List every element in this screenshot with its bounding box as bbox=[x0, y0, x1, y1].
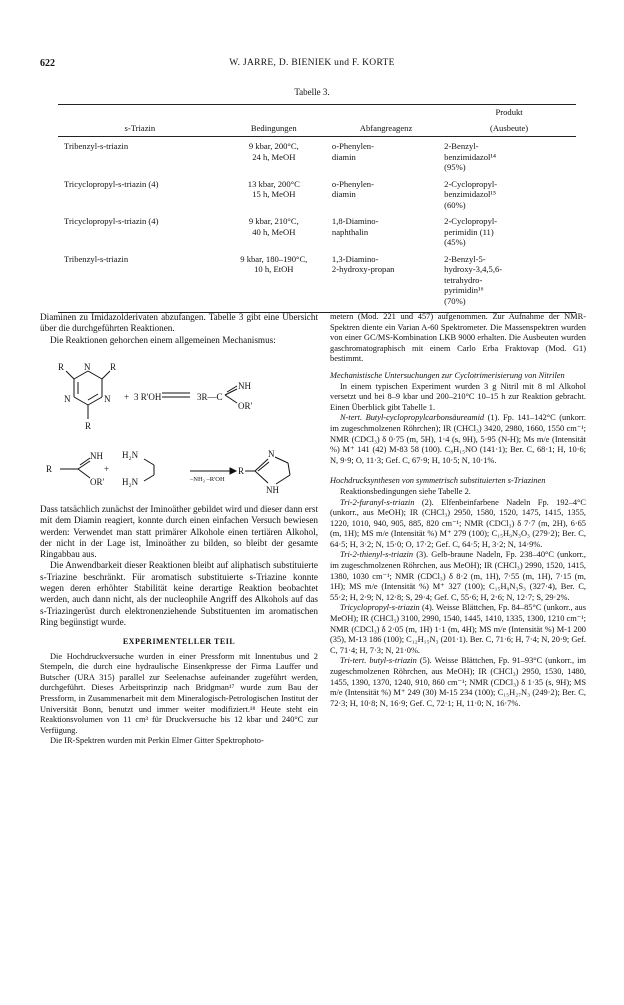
right-paragraph-7 bbox=[330, 603, 586, 656]
scheme-n-4: N bbox=[268, 449, 275, 459]
cell-produkt bbox=[442, 137, 576, 175]
compound-2-data: (2). Elfenbeinfarbene Nadeln Fp. 192–4°C (unkorr., aus MeOH); IR (CHCl₃) 2950, 1580, 1520, 1475, 1415, 1355, 1220, 1010, 940, 905, 885, 820 cm⁻¹; NMR (CDCl₃) δ 7·7 (m, 2H), 6·65 (m, 1H); MS m/e (Intensität %) M⁺ 279 (100); C₁₅H₉N₃O₃ (279·2); Ber. C, 64·5; H, 3·2; N, 15·0; O, 17·2; Gef. C, 64·5; H, 3·2; N, 14·9%. bbox=[330, 497, 586, 549]
left-paragraph-4: Die Anwendbarkeit dieser Reaktionen bleibt auf aliphatisch substituierte s-Triazine beschränkt. Für aromatisch substituierte s-Triazine konnte wegen deren erhöhter Stabilität keine derartige Reaktion beobachtet werden, auch dann nicht, als der nucleophile Angriff des Alkohols auf das s-Triazingerüst durch elektronenziehende Substituenten im aromatischen Ring begünstigt wurde. bbox=[40, 560, 318, 627]
cell-abfangreagenz-line: diamin bbox=[331, 189, 356, 199]
cell-produkt-line: pyrimidin¹⁶ bbox=[444, 285, 484, 295]
table-title: Tabelle 3. bbox=[294, 87, 330, 97]
cell-produkt-line: hydroxy-3,4,5,6- bbox=[444, 264, 503, 274]
scheme-product: 3R—C bbox=[197, 392, 223, 402]
cell-produkt-line: (70%) bbox=[444, 295, 466, 306]
right-column bbox=[330, 312, 586, 709]
scheme-conditions: –NH₃ –R'OH bbox=[190, 476, 225, 483]
cell-bedingungen-line: 9 kbar, 210°C, bbox=[248, 216, 299, 226]
cell-produkt-line: 2-Cyclopropyl- bbox=[444, 216, 498, 226]
compound-4-name: Tricyclopropyl-s-triazin bbox=[340, 603, 420, 613]
right-paragraph-3 bbox=[330, 413, 586, 466]
cell-produkt-line: (60%) bbox=[444, 199, 466, 210]
cell-produkt-line: benzimidazol¹⁵ bbox=[444, 189, 497, 199]
scheme-r-2: R bbox=[110, 362, 117, 372]
cell-triazin-line: Tricyclopropyl-s-triazin (4) bbox=[64, 216, 159, 226]
cell-triazin bbox=[58, 250, 218, 313]
cell-produkt-line: 2-Cyclopropyl- bbox=[444, 178, 498, 189]
cell-produkt-line: benzimidazol¹⁴ bbox=[444, 151, 497, 162]
cell-triazin bbox=[58, 212, 218, 250]
scheme-plus-2: + bbox=[104, 464, 110, 474]
table-row bbox=[58, 212, 576, 250]
left-paragraph-6: Die IR-Spektren wurden mit Perkin Elmer Gitter Spektrophoto- bbox=[50, 736, 264, 746]
section-heading: EXPERIMENTELLER TEIL bbox=[122, 637, 236, 647]
table-3 bbox=[58, 104, 576, 313]
cell-bedingungen bbox=[218, 212, 330, 250]
right-paragraph-5 bbox=[330, 498, 586, 551]
cell-bedingungen bbox=[218, 175, 330, 213]
right-heading-2: Hochdrucksynthesen von symmetrisch substituierten s-Triazinen bbox=[330, 476, 546, 486]
scheme-h2n-1: H₂N bbox=[122, 450, 139, 460]
table-body bbox=[58, 137, 576, 313]
cell-produkt-line: 2-Benzyl-5- bbox=[444, 253, 486, 264]
scheme-n-2: N bbox=[64, 394, 71, 404]
scheme-h2n-2: H₂N bbox=[122, 477, 139, 487]
cell-produkt bbox=[442, 212, 576, 250]
col-header-produkt: Produkt bbox=[442, 105, 576, 121]
cell-produkt-line: 2-Benzyl- bbox=[444, 141, 479, 151]
cell-triazin-line: Tricyclopropyl-s-triazin (4) bbox=[64, 178, 159, 189]
cell-produkt-line: perimidin (11) bbox=[444, 226, 494, 237]
compound-3-name: Tri-2-thienyl-s-triazin bbox=[340, 550, 414, 560]
compound-5-name: Tri-tert. butyl-s-triazin bbox=[340, 656, 417, 666]
cell-produkt bbox=[442, 250, 576, 313]
cell-bedingungen-line: 13 kbar, 200°C bbox=[247, 178, 300, 189]
cell-bedingungen-line: 9 kbar, 180–190°C, bbox=[240, 253, 308, 264]
cell-bedingungen-line: 10 h, EtOH bbox=[254, 264, 294, 274]
cell-produkt-line: tetrahydro- bbox=[444, 274, 483, 285]
cell-triazin bbox=[58, 137, 218, 175]
cell-abfangreagenz-line: o-Phenylen- bbox=[331, 141, 374, 151]
left-column-top bbox=[40, 312, 318, 346]
table-row bbox=[58, 137, 576, 175]
scheme-nh-2: NH bbox=[90, 451, 103, 461]
right-paragraph-8 bbox=[330, 656, 586, 709]
scheme-r-4: R bbox=[46, 464, 53, 474]
scheme-r-3: R bbox=[85, 421, 92, 431]
cell-bedingungen-line: 24 h, MeOH bbox=[252, 151, 296, 162]
cell-bedingungen-line: 40 h, MeOH bbox=[252, 226, 296, 237]
right-paragraph-2: In einem typischen Experiment wurden 3 g Nitril mit 8 ml Alkohol versetzt und bei 8–9 kbar und 200–210°C 10–15 h zur Reaktion gebracht. Einen Überblick gibt Tabelle 1. bbox=[330, 381, 586, 412]
col-header-triazin: s-Triazin bbox=[58, 121, 218, 137]
col-header-bedingungen: Bedingungen bbox=[218, 121, 330, 137]
running-head: W. JARRE, D. BIENIEK und F. KORTE bbox=[229, 58, 395, 68]
left-paragraph-2: Die Reaktionen gehorchen einem allgemeinen Mechanismus: bbox=[50, 334, 276, 345]
cell-abfangreagenz bbox=[330, 137, 442, 175]
cell-bedingungen bbox=[218, 250, 330, 313]
scheme-n-3: N bbox=[104, 394, 111, 404]
scheme-r-5: R bbox=[238, 466, 245, 476]
compound-1-name: N-tert. Butyl-cyclopropylcarbonsäureamid bbox=[340, 413, 485, 423]
scheme-or-2: OR' bbox=[90, 477, 105, 487]
cell-abfangreagenz-line: naphthalin bbox=[331, 226, 369, 237]
table-row bbox=[58, 175, 576, 213]
scheme-plus-1: + bbox=[124, 392, 130, 402]
left-paragraph-3: Dass tatsächlich zunächst der Iminoäther gebildet wird und dieser dann erst mit dem Diamin reagiert, konnte durch einen einfachen Versuch bewiesen werden: Verwendet man statt primärer Alkohole einen tertiären Alkohol, der nicht in der Lage ist, Iminoäther zu bilden, so bleibt der gesamte Ringabbau aus. bbox=[40, 504, 318, 560]
cell-triazin-line: Tribenzyl-s-triazin bbox=[64, 253, 129, 264]
cell-bedingungen bbox=[218, 137, 330, 175]
compound-3-data: (3). Gelb-braune Nadeln, Fp. 238–40°C (unkorr., im zugeschmolzenen Röhrchen, aus MeOH); IR (CHCl₃) 2990, 1520, 1415, 1380, 1030 cm⁻¹; NMR (CDCl₃) δ 8·2 (m, 1H), 7·55 (m, 1H), 7·15 (m, 1H); MS m/e (Intensität %) M⁺ 327 (100); C₁₅H₉N₃S₃ (327·4), Ber. C, 55·2; H, 2·9; N, 12·8; S, 29·4; Gef. C, 55·6; H, 2·6; N, 12·7; S, 29·2%. bbox=[330, 550, 586, 602]
left-paragraph-5: Die Hochdruckversuche wurden in einer Pressform mit Innentubus und 2 Stempeln, die durch eine hydraulische Einsenkpresse der Firma Lauffer und Butscher (URA 315) parallel zur Seelenachse aufeinander zugeführt werden, durchgeführt. Dieses Arbeitsprinzip nach Bridgman¹⁷ wurde zum Bau der Pressform, in Zusammenarbeit mit dem Mineralogisch-Petrologischen Institut der Universität Bonn, benutzt und immer weiter modifiziert.¹⁸ Heute steht ein Reaktionsvolumen von 11 cm³ für Druckversuche bis 12 kbar und 240°C zur Verfügung. bbox=[40, 651, 318, 735]
left-paragraph-1: Diaminen zu Imidazolderivaten abzufangen. Tabelle 3 gibt eine Übersicht über die durchgeführten Reaktionen. bbox=[40, 312, 318, 334]
scheme-or-1: OR' bbox=[238, 401, 253, 411]
scheme-nh-1: NH bbox=[238, 381, 251, 391]
cell-bedingungen-line: 15 h, MeOH bbox=[252, 189, 296, 199]
cell-produkt-line: (45%) bbox=[444, 237, 466, 247]
cell-produkt bbox=[442, 175, 576, 213]
left-column-bottom bbox=[40, 504, 318, 747]
scheme-r-1: R bbox=[58, 362, 65, 372]
compound-1-data: (1). Fp. 141–142°C (unkorr. im zugeschmolzenen Röhrchen); IR (CHCl₃) 3420, 2980, 1660, 1550 cm⁻¹; NMR (CDCl₃) δ 0·75 (m, 5H), 1·4 (s, 9H), 5·95 (N-H); Ms m/e (Intensität %) M⁺ 141 (42) M-83 58 (100). C₈H₁₅NO (141·1); Ber. C, 68·1; H, 10·6; N, 9·9; O, 11·3; Gef. C, 67·9; H, 10·5; N, 10·1%. bbox=[330, 413, 587, 465]
compound-5-data: (5). Weisse Blättchen, Fp. 91–93°C (unkorr., im zugeschmolzenen Röhrchen, aus MeOH); IR (CHCl₃) 2950, 1530, 1480, 1455, 1390, 1370, 1240, 910, 860 cm⁻¹; NMR (CDCl₃) δ 1·35 (s, 9H); MS m/e (Intensität %) M⁺ 249 (30) M-15 234 (100); C₁₅H₂₇N₃ (249·2); Ber. C, 72·3; H, 10·8; N, 16·9; Gef. C, 72·1; H, 11·0; N, 16·7%. bbox=[330, 656, 586, 708]
col-header-abfangreagenz: Abfangreagenz bbox=[330, 121, 442, 137]
cell-abfangreagenz-line: 1,3-Diamino- bbox=[331, 253, 379, 264]
reaction-scheme bbox=[40, 357, 318, 499]
right-heading-1: Mechanistische Untersuchungen zur Cyclotrimerisierung von Nitrilen bbox=[330, 370, 565, 380]
compound-4-data: (4). Weisse Blättchen, Fp. 84–85°C (unkorr., aus MeOH); IR (CHCl₃) 3100, 2990, 1540, 1445, 1410, 1335, 1300, 1210 cm⁻¹; NMR (CDCl₃) δ 2·05 (m, 1H) 1·1 (m, 4H); MS m/e (Intensität %) M-1 200 (35), M-13 186 (100); C₁₂H₁₅N₃ (201·1). Ber. C, 71·6; H, 7·4; N, 20·9; Gef. C, 71·4; H, 7·3; N, 21·0%. bbox=[330, 603, 586, 655]
compound-2-name: Tri-2-furanyl-s-triazin bbox=[340, 497, 415, 507]
right-paragraph-6 bbox=[330, 550, 586, 603]
cell-bedingungen-line: 9 kbar, 200°C, bbox=[248, 141, 299, 151]
table-row bbox=[58, 250, 576, 313]
cell-abfangreagenz-line: 1,8-Diamino- bbox=[331, 216, 379, 226]
scheme-reagent: 3 R'OH bbox=[134, 392, 162, 402]
scheme-n-1: N bbox=[84, 362, 91, 372]
cell-triazin-line: Tribenzyl-s-triazin bbox=[64, 141, 129, 151]
col-header-ausbeute: (Ausbeute) bbox=[442, 121, 576, 137]
cell-abfangreagenz-line: 2-hydroxy-propan bbox=[331, 264, 395, 274]
cell-abfangreagenz bbox=[330, 175, 442, 213]
cell-abfangreagenz bbox=[330, 212, 442, 250]
cell-abfangreagenz bbox=[330, 250, 442, 313]
scheme-nh-3: NH bbox=[266, 485, 279, 495]
right-paragraph-1: metern (Mod. 221 und 457) aufgenommen. Zur Aufnahme der NMR-Spektren diente ein Varian A-60 Spektrometer. Die Massenspektren wurden von einer GC/MS-Kombination LKB 9000 erhalten. Die Ausbeuten wurden gaschromatographisch mit einem Carlo Erba Fraktovap (Mod. G1) bestimmt. bbox=[330, 312, 586, 364]
cell-abfangreagenz-line: diamin bbox=[331, 151, 356, 162]
right-paragraph-4: Reaktionsbedingungen siehe Tabelle 2. bbox=[340, 486, 471, 496]
cell-produkt-line: (95%) bbox=[444, 162, 466, 172]
cell-triazin bbox=[58, 175, 218, 213]
cell-abfangreagenz-line: o-Phenylen- bbox=[331, 178, 374, 189]
page-number: 622 bbox=[40, 58, 55, 69]
